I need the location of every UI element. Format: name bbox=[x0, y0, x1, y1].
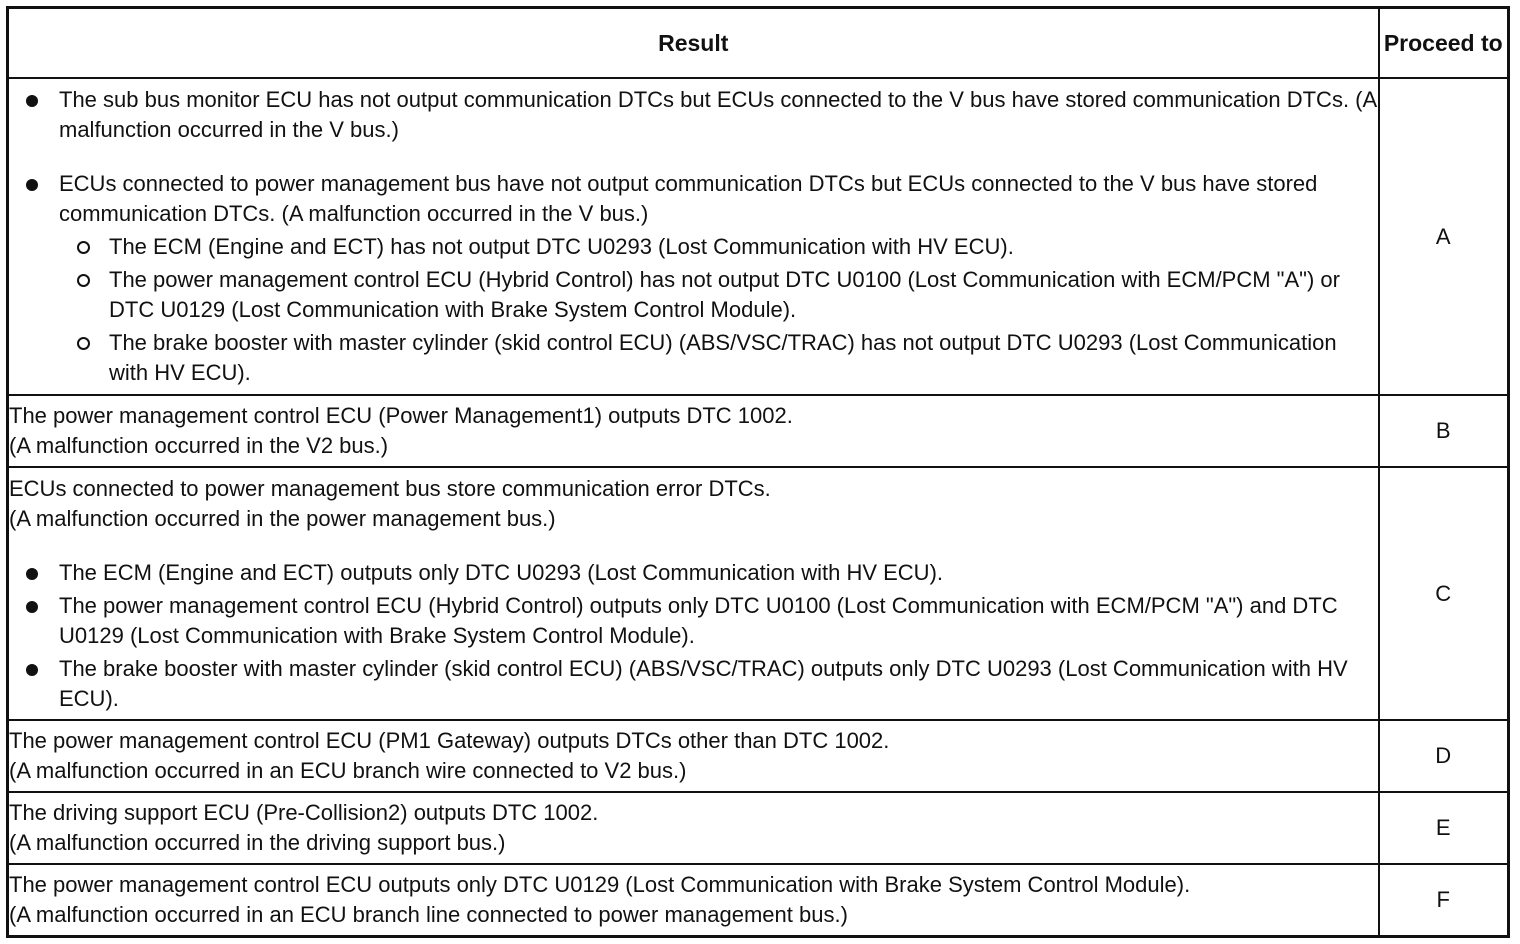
table-row-f bbox=[8, 864, 1509, 936]
list-item bbox=[9, 85, 1378, 145]
result-text: The power management control ECU outputs only DTC U0129 (Lost Communication with Brake System Control Module). bbox=[9, 871, 1191, 897]
result-text: The driving support ECU (Pre-Collision2) outputs DTC 1002. bbox=[9, 800, 599, 825]
result-note: (A malfunction occurred in the V2 bus.) bbox=[9, 433, 389, 458]
header-row bbox=[8, 8, 1509, 79]
result-note: (A malfunction occurred in the power management bus.) bbox=[9, 505, 556, 531]
table-row-e bbox=[8, 792, 1509, 864]
proceed-cell-a: A bbox=[1379, 78, 1509, 395]
result-note: (A malfunction occurred in an ECU branch wire connected to V2 bus.) bbox=[9, 758, 687, 783]
sub-list-item bbox=[59, 328, 1378, 388]
proceed-cell-c: C bbox=[1379, 467, 1509, 720]
proceed-cell-b: B bbox=[1379, 395, 1509, 467]
list-item bbox=[9, 558, 1378, 588]
result-note: (A malfunction occurred in the driving support bus.) bbox=[9, 830, 506, 855]
bullet-text: The sub bus monitor ECU has not output communication DTCs but ECUs connected to the V bus have stored communication DTCs. (A malfunction occurred in the V bus.) bbox=[59, 87, 1376, 142]
result-cell-d bbox=[8, 720, 1379, 792]
result-cell-e bbox=[8, 792, 1379, 864]
sub-bullet-text: The power management control ECU (Hybrid Control) has not output DTC U0100 (Lost Communication with ECM/PCM "A") or DTC U0129 (Lost Communication with Brake System Control Module). bbox=[109, 267, 1340, 322]
sub-bullet-text: The brake booster with master cylinder (skid control ECU) (ABS/VSC/TRAC) has not output DTC U0293 (Lost Communication with HV ECU). bbox=[109, 330, 1337, 385]
sub-bullet-text: The ECM (Engine and ECT) has not output DTC U0293 (Lost Communication with HV ECU). bbox=[109, 234, 1014, 259]
table-row-b bbox=[8, 395, 1509, 467]
list-item bbox=[9, 591, 1378, 651]
proceed-cell-f: F bbox=[1379, 864, 1509, 936]
bullet-text: The ECM (Engine and ECT) outputs only DTC U0293 (Lost Communication with HV ECU). bbox=[59, 559, 944, 585]
table-row-a bbox=[8, 78, 1509, 395]
result-text: The power management control ECU (PM1 Gateway) outputs DTCs other than DTC 1002. bbox=[9, 728, 890, 753]
bullet-text: ECUs connected to power management bus have not output communication DTCs but ECUs connected to the V bus have stored communication DTCs. (A malfunction occurred in the V bus.) bbox=[59, 171, 1318, 226]
result-text: The power management control ECU (Power Management1) outputs DTC 1002. bbox=[9, 403, 793, 428]
proceed-column-header: Proceed to bbox=[1379, 8, 1509, 79]
list-item bbox=[9, 169, 1378, 388]
bullet-text: The brake booster with master cylinder (skid control ECU) (ABS/VSC/TRAC) outputs only DTC U0293 (Lost Communication with HV ECU). bbox=[59, 655, 1348, 711]
sub-list-item bbox=[59, 232, 1378, 262]
results-table bbox=[6, 6, 1510, 938]
result-text: ECUs connected to power management bus store communication error DTCs. bbox=[9, 475, 771, 501]
result-note: (A malfunction occurred in an ECU branch line connected to power management bus.) bbox=[9, 901, 848, 927]
sub-list-item bbox=[59, 265, 1378, 325]
result-cell-c bbox=[8, 467, 1379, 720]
bullet-text: The power management control ECU (Hybrid Control) outputs only DTC U0100 (Lost Communication with ECM/PCM "A") and DTC U0129 (Lost Communication with Brake System Control Module). bbox=[59, 592, 1338, 648]
result-cell-b bbox=[8, 395, 1379, 467]
result-cell-f bbox=[8, 864, 1379, 936]
result-cell-a bbox=[8, 78, 1379, 395]
result-column-header: Result bbox=[8, 8, 1379, 79]
table-row-d bbox=[8, 720, 1509, 792]
proceed-cell-d: D bbox=[1379, 720, 1509, 792]
proceed-cell-e: E bbox=[1379, 792, 1509, 864]
list-item bbox=[9, 654, 1378, 714]
table-row-c bbox=[8, 467, 1509, 720]
